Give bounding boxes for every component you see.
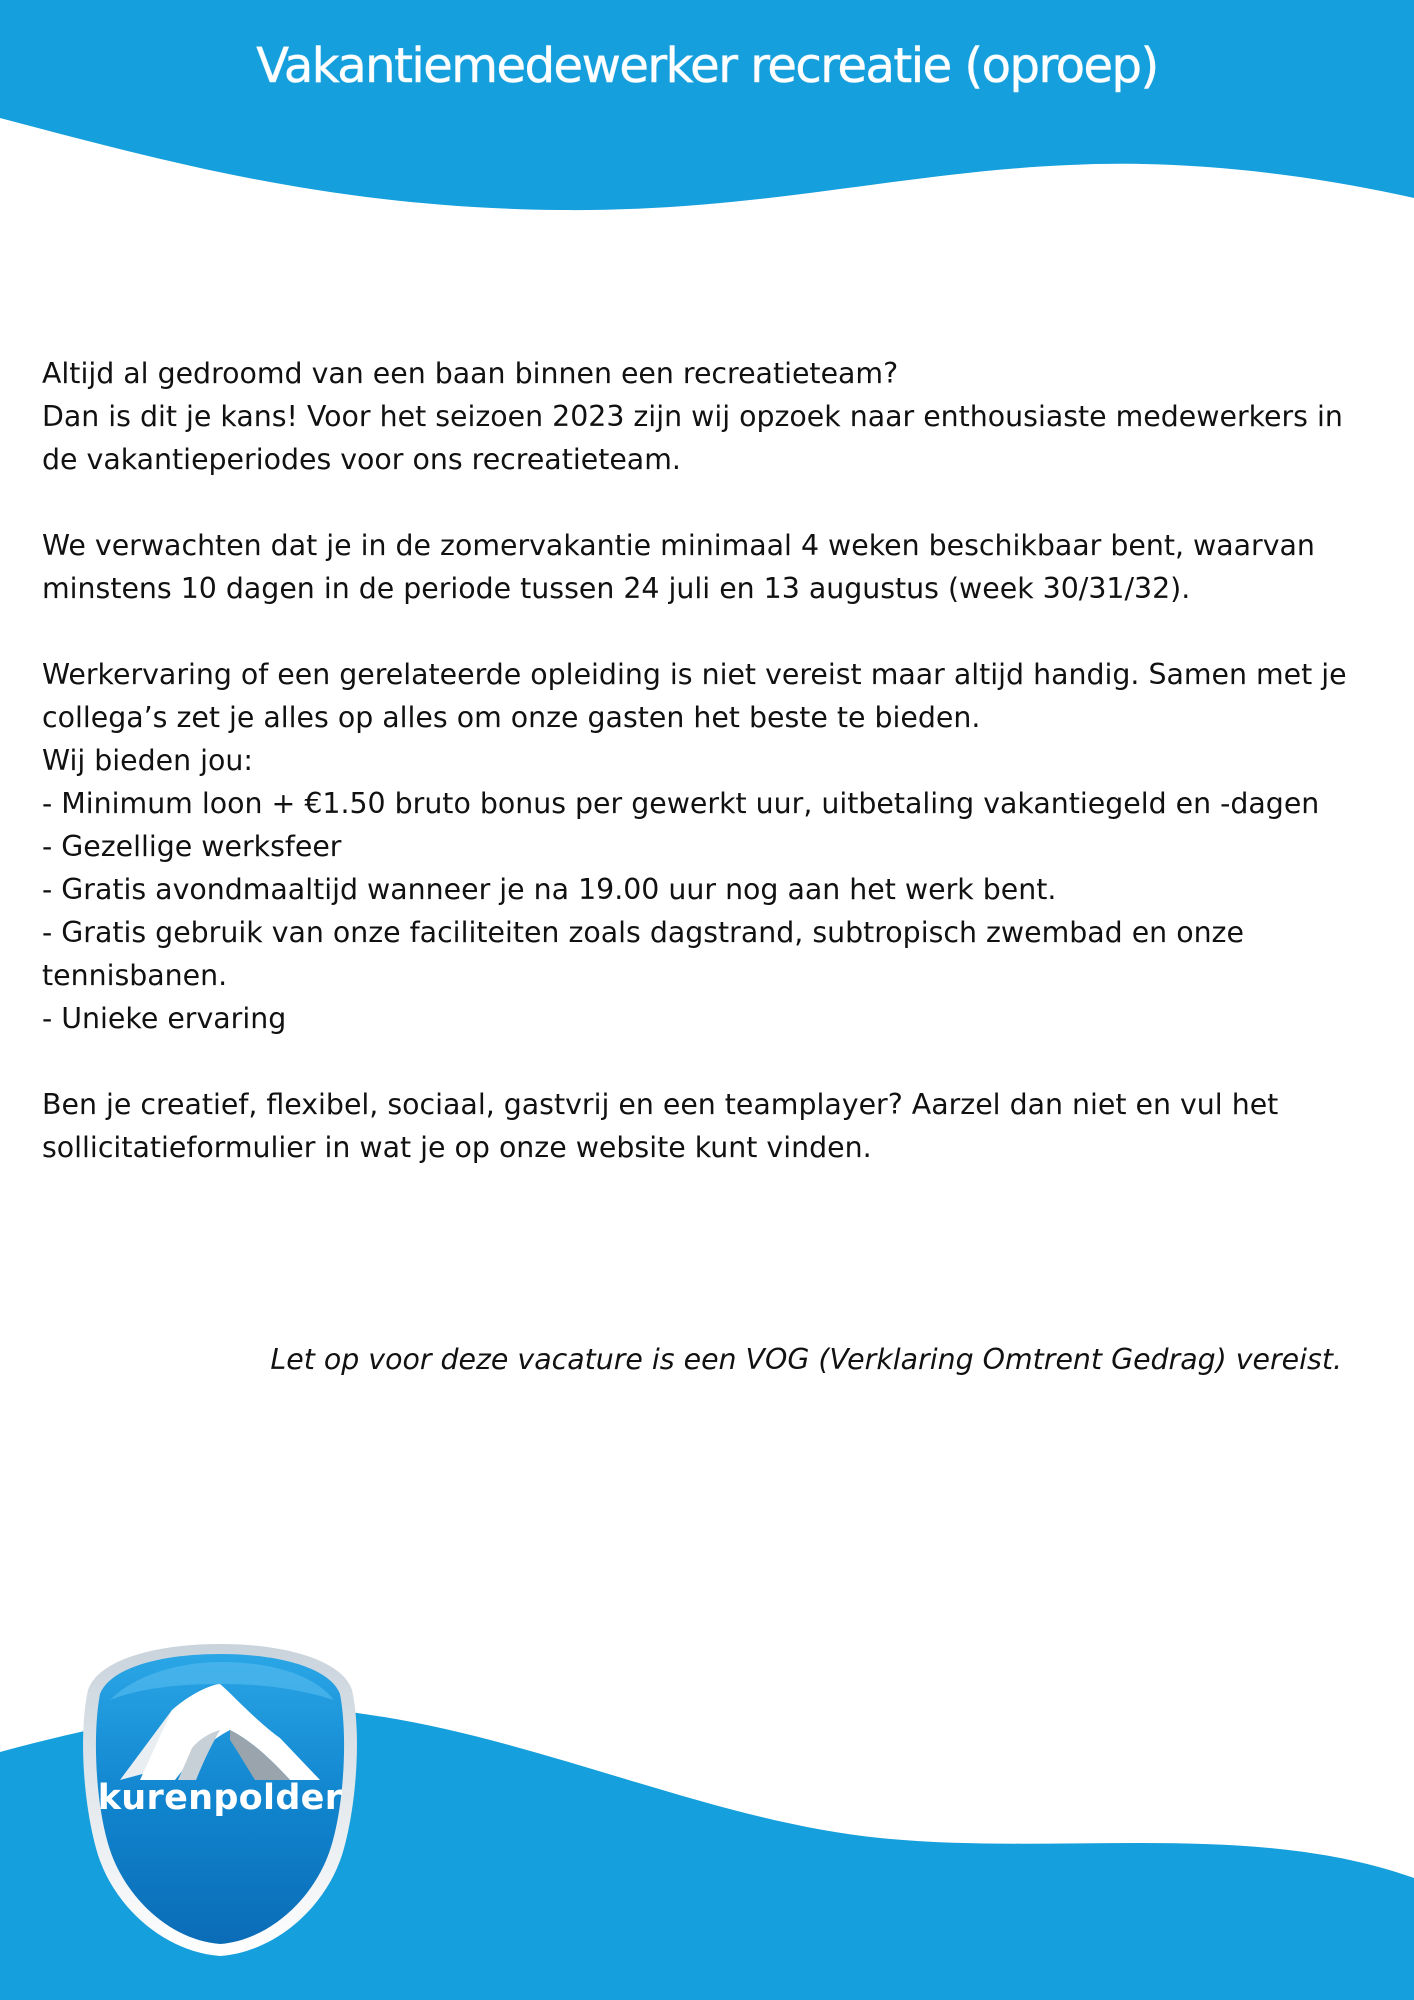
- offer-item: - Gratis gebruik van onze faciliteiten zoals dagstrand, subtropisch zwembad en onze tennisbanen.: [42, 916, 1244, 992]
- offer-item: - Minimum loon + €1.50 bruto bonus per gewerkt uur, uitbetaling vakantiegeld en -dagen: [42, 787, 1320, 820]
- header-wave: [0, 0, 1414, 220]
- logo-wordmark: kurenpolder: [97, 1778, 343, 1818]
- offer-heading: Wij bieden jou:: [42, 744, 253, 777]
- page-title: Vakantiemedewerker recreatie (oproep): [256, 38, 1158, 94]
- experience-paragraph: Werkervaring of een gerelateerde opleiding is niet vereist maar altijd handig. Samen met je collega’s zet je alles op alles om onze gasten het beste te bieden.: [42, 658, 1347, 734]
- availability-paragraph: We verwachten dat je in de zomervakantie minimaal 4 weken beschikbaar bent, waarvan minstens 10 dagen in de periode tussen 24 juli en 13 augustus (week 30/31/32).: [42, 529, 1315, 605]
- kurenpolder-logo: [80, 1640, 360, 1960]
- offer-item: - Gratis avondmaaltijd wanneer je na 19.00 uur nog aan het werk bent.: [42, 873, 1057, 906]
- intro-paragraph: Dan is dit je kans! Voor het seizoen 2023 zijn wij opzoek naar enthousiaste medewerkers in de vakantieperiodes voor ons recreatieteam.: [42, 400, 1343, 476]
- vog-note: Let op voor deze vacature is een VOG (Verklaring Omtrent Gedrag) vereist.: [270, 1343, 1342, 1376]
- vacancy-description: [42, 352, 1387, 1169]
- offer-item: - Gezellige werksfeer: [42, 830, 342, 863]
- offer-item: - Unieke ervaring: [42, 1002, 287, 1035]
- intro-question: Altijd al gedroomd van een baan binnen een recreatieteam?: [42, 357, 899, 390]
- closing-paragraph: Ben je creatief, flexibel, sociaal, gastvrij en een teamplayer? Aarzel dan niet en vul het sollicitatieformulier in wat je op onze website kunt vinden.: [42, 1088, 1279, 1164]
